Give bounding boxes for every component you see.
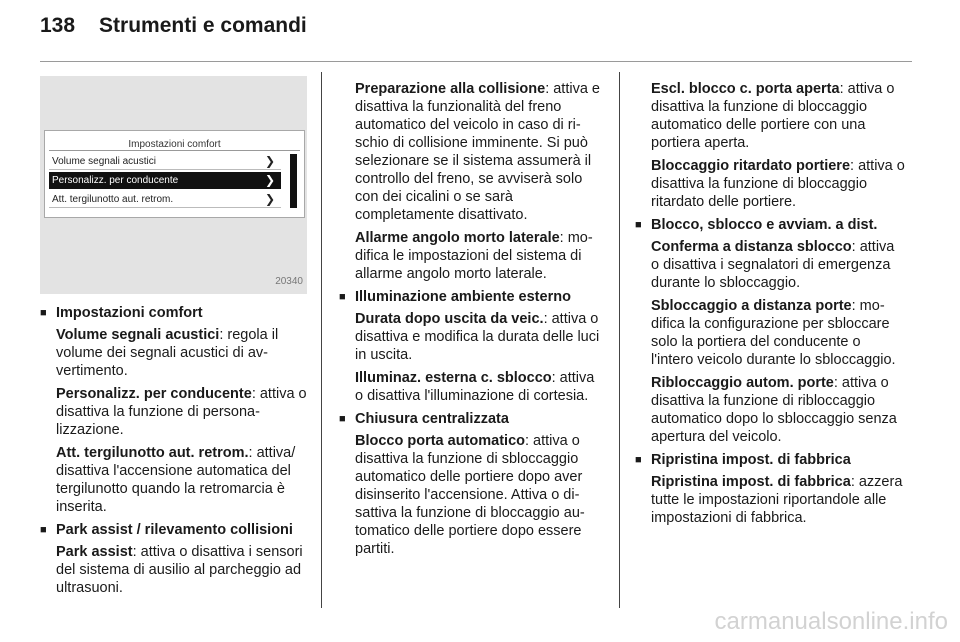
menu-item-personalization[interactable]	[49, 172, 281, 189]
section-heading	[635, 216, 905, 234]
watermark: carmanualsonline.info	[714, 608, 948, 635]
setting-item	[339, 80, 605, 224]
setting-description: : attiva e disattiva la funzionalità del freno automatico del veicolo in caso di rischio di collisione imminente. Si può selezionare se il sistema assumerà il controllo del freno, se avviserà solo con dei cicalini o se sarà completamente disattivato.	[355, 81, 600, 223]
section-heading	[339, 410, 605, 428]
setting-description: : azzera tutte le impostazioni riportandole alle impostazioni di fabbrica.	[651, 474, 903, 526]
setting-term: Att. tergilunotto aut. retrom.	[56, 445, 249, 461]
setting-item	[635, 157, 905, 211]
setting-item	[339, 310, 605, 364]
column-divider	[619, 72, 620, 608]
section-title: Blocco, sblocco e avviam. a dist.	[651, 217, 878, 233]
header-rule	[40, 61, 912, 62]
setting-item	[40, 385, 308, 439]
screen-divider	[49, 150, 300, 151]
bullet-square-icon: ■	[635, 219, 642, 231]
setting-term: Ripristina impost. di fabbrica	[651, 474, 851, 490]
setting-term: Personalizz. per conducente	[56, 386, 252, 402]
section-title: Park assist / rilevamento collisioni	[56, 522, 293, 538]
bullet-square-icon: ■	[40, 524, 47, 536]
setting-description: : regola il volume dei segnali acustici di avvertimento.	[56, 327, 279, 379]
menu-item-label: Personalizz. per conducente	[52, 175, 179, 186]
bullet-square-icon: ■	[635, 454, 642, 466]
section-title: Chiusura centralizzata	[355, 411, 509, 427]
screen-title: Impostazioni comfort	[128, 139, 221, 150]
setting-description: : attiva o disattiva e modifica la durata delle luci in uscita.	[355, 311, 600, 363]
setting-item	[635, 80, 905, 152]
setting-item	[339, 432, 605, 558]
setting-term: Escl. blocco c. porta aperta	[651, 81, 840, 97]
setting-description: : attiva o disattiva la funzione di sbloccaggio automatico delle portiere dopo aver disinserito l'accensione. Attiva o disattiva la funzione di bloccaggio automatico delle portiere dopo essere partiti.	[355, 433, 585, 557]
page-title: Strumenti e comandi	[99, 14, 307, 37]
setting-description: : attiva o disattiva l'illuminazione di cortesia.	[355, 370, 595, 404]
section-title: Illuminazione ambiente esterno	[355, 289, 571, 305]
setting-term: Park assist	[56, 544, 133, 560]
bullet-square-icon: ■	[339, 291, 346, 303]
menu-item-rear-wiper[interactable]	[49, 191, 281, 208]
setting-item	[635, 374, 905, 446]
column-2	[339, 76, 605, 563]
setting-item	[339, 229, 605, 283]
setting-term: Ribloccaggio autom. porte	[651, 375, 834, 391]
column-3	[635, 76, 905, 532]
chevron-right-icon: ❯	[264, 154, 275, 168]
setting-description: : attiva o disattiva la funzione di personalizzazione.	[56, 386, 307, 438]
setting-item	[635, 473, 905, 527]
menu-item-label: Att. tergilunotto aut. retrom.	[52, 194, 174, 205]
setting-description: : attiva o disattiva la funzione di bloccaggio automatico delle portiere con una portiera aperta.	[651, 81, 895, 151]
page-header	[40, 14, 912, 38]
column-divider	[321, 72, 322, 608]
setting-item	[40, 543, 308, 597]
display-screen	[44, 130, 305, 218]
page-number: 138	[40, 14, 76, 37]
setting-term: Durata dopo uscita da veic.	[355, 311, 544, 327]
setting-item	[40, 444, 308, 516]
setting-item	[40, 326, 308, 380]
setting-term: Sbloccaggio a distanza porte	[651, 298, 852, 314]
setting-term: Bloccaggio ritardato portiere	[651, 158, 851, 174]
setting-item	[635, 238, 905, 292]
bullet-square-icon: ■	[339, 413, 346, 425]
section-heading	[40, 304, 308, 322]
section-heading	[40, 521, 308, 539]
setting-description: : attiva o disattiva la funzione di bloccaggio ritardato delle portiere.	[651, 158, 905, 210]
setting-description: : attiva/ disattiva l'accensione automatica del tergilunotto quando la retromarcia è inserita.	[56, 445, 296, 515]
setting-term: Volume segnali acustici	[56, 327, 220, 343]
setting-item	[339, 369, 605, 405]
setting-description: : attiva o disattiva i segnalatori di emergenza durante lo sbloccaggio.	[651, 239, 895, 291]
figure-number: 20340	[275, 276, 303, 287]
setting-term: Conferma a distanza sblocco	[651, 239, 852, 255]
scrollbar[interactable]	[290, 154, 297, 208]
chevron-right-icon: ❯	[264, 192, 275, 206]
menu-item-label: Volume segnali acustici	[52, 156, 156, 167]
figure-comfort-settings	[40, 76, 307, 294]
setting-description: : modifica le impostazioni del sistema di allarme angolo morto laterale.	[355, 230, 593, 282]
setting-description: : modifica la configurazione per sbloccare solo la portiera del conducente o l'intero veicolo durante lo sbloccaggio.	[651, 298, 896, 368]
setting-term: Blocco porta automatico	[355, 433, 525, 449]
section-heading	[339, 288, 605, 306]
section-title: Impostazioni comfort	[56, 305, 203, 321]
menu-item-volume[interactable]	[49, 153, 281, 170]
setting-item	[635, 297, 905, 369]
setting-term: Preparazione alla collisione	[355, 81, 546, 97]
setting-term: Illuminaz. esterna c. sblocco	[355, 370, 552, 386]
section-heading	[635, 451, 905, 469]
setting-description: : attiva o disattiva i sensori del sistema di ausilio al parcheggio ad ultrasuoni.	[56, 544, 303, 596]
setting-term: Allarme angolo morto laterale	[355, 230, 560, 246]
setting-description: : attiva o disattiva la funzione di ribloccaggio automatico dopo lo sbloccaggio senza apertura del veicolo.	[651, 375, 897, 445]
column-1	[40, 76, 308, 602]
bullet-square-icon: ■	[40, 307, 47, 319]
chevron-right-icon: ❯	[264, 173, 275, 187]
section-title: Ripristina impost. di fabbrica	[651, 452, 851, 468]
